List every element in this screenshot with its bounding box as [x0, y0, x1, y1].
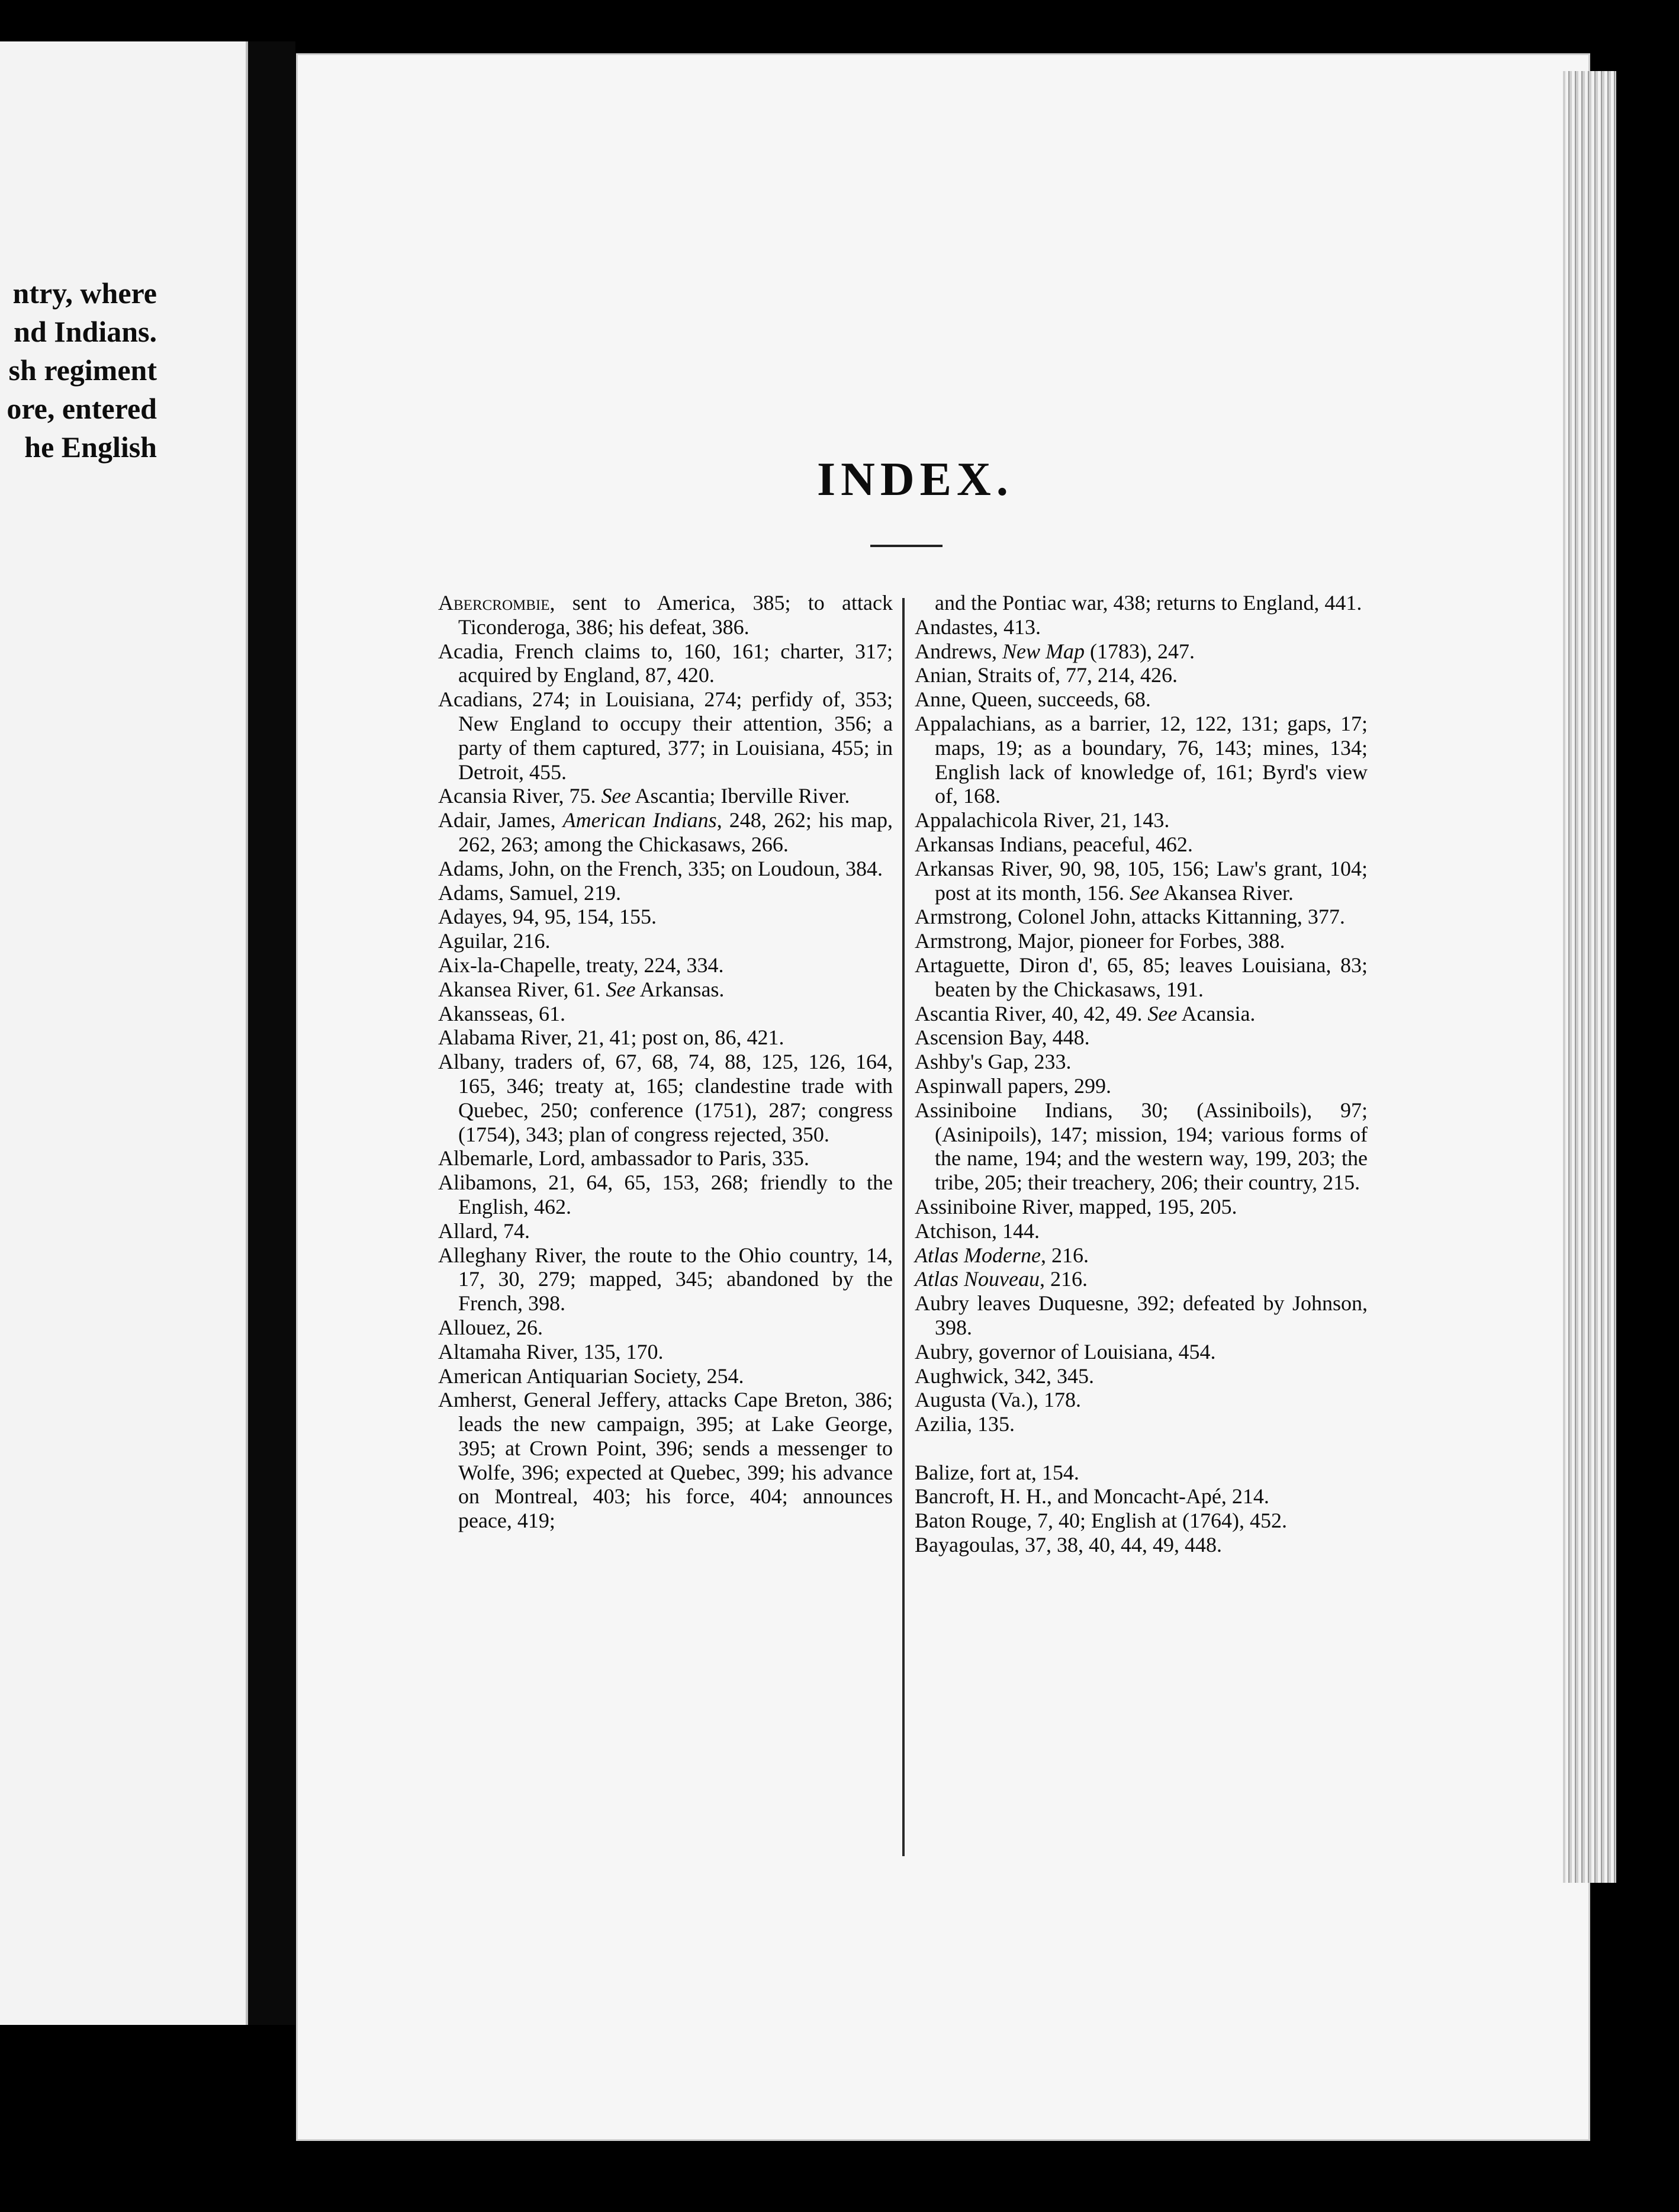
see-reference: See — [1147, 1001, 1178, 1025]
index-entry — [915, 808, 1368, 832]
entry-text: Albany, traders of, 67, 68, 74, 88, 125, 126, 164, 165, 346; treaty at, 165; clandestine trade with Quebec, 250; conference (1751), 287; congress (1754), 343; plan of congress rejected, 350. — [438, 1050, 893, 1146]
entry-text: , 216. — [1039, 1267, 1088, 1291]
index-entry — [915, 1098, 1368, 1195]
index-entry — [915, 639, 1368, 664]
index-entry — [438, 1146, 893, 1171]
entry-text: Bancroft, H. H., and Moncacht-Apé, 214. — [915, 1484, 1269, 1509]
entry-text: Alibamons, 21, 64, 65, 153, 268; friendly to the English, 462. — [438, 1171, 893, 1218]
page-edges — [1563, 71, 1616, 1883]
entry-heading: Abercrombie — [438, 591, 550, 615]
book-gutter — [248, 41, 295, 2025]
facing-page — [0, 41, 248, 2025]
entry-text: Arkansas. — [635, 977, 725, 1001]
index-entry — [915, 1412, 1368, 1436]
index-entry — [915, 615, 1368, 639]
entry-text: Alabama River, 21, 41; post on, 86, 421. — [438, 1025, 784, 1050]
entry-text: Acadia, French claims to, 160, 161; charter, 317; acquired by England, 87, 420. — [438, 639, 893, 687]
entry-text: Adams, Samuel, 219. — [438, 880, 621, 905]
index-entry — [438, 978, 893, 1002]
entry-text: Artaguette, Diron d', 65, 85; leaves Louisiana, 83; beaten by the Chickasaws, 191. — [915, 953, 1368, 1001]
index-entry — [915, 1461, 1368, 1485]
entry-text: Appalachicola River, 21, 143. — [915, 808, 1170, 832]
facing-page-line: nd Indians. — [14, 315, 157, 348]
index-column-left — [438, 591, 893, 1533]
index-entry — [438, 1219, 893, 1243]
entry-text: Allard, 74. — [438, 1218, 530, 1243]
entry-text: Aix-la-Chapelle, treaty, 224, 334. — [438, 953, 724, 977]
index-entry — [915, 1364, 1368, 1388]
entry-text: Ascantia; Iberville River. — [631, 784, 850, 808]
index-entry — [438, 687, 893, 784]
index-entry — [438, 591, 893, 639]
entry-text: Aubry, governor of Louisiana, 454. — [915, 1339, 1216, 1364]
index-entry — [915, 1219, 1368, 1243]
page-title: INDEX. — [817, 454, 1014, 506]
entry-text: Altamaha River, 135, 170. — [438, 1339, 664, 1364]
index-entry — [915, 1243, 1368, 1268]
entry-text: Aspinwall papers, 299. — [915, 1073, 1111, 1098]
entry-text: Augusta (Va.), 178. — [915, 1388, 1081, 1412]
entry-text: Atchison, 144. — [915, 1218, 1040, 1243]
index-entry — [915, 663, 1368, 687]
index-entry — [915, 1388, 1368, 1412]
entry-text: Adayes, 94, 95, 154, 155. — [438, 905, 657, 929]
see-reference: See — [601, 784, 631, 808]
index-entry — [438, 1364, 893, 1388]
index-entry — [915, 591, 1368, 615]
entry-text: Aughwick, 342, 345. — [915, 1364, 1094, 1388]
entry-text: , 216. — [1040, 1243, 1089, 1267]
index-entry — [438, 1340, 893, 1364]
facing-page-line: ore, entered — [7, 392, 157, 425]
entry-text: Adair, James, — [438, 808, 563, 832]
entry-text: Albemarle, Lord, ambassador to Paris, 335. — [438, 1146, 809, 1171]
index-entry — [915, 1533, 1368, 1557]
index-entry — [438, 1243, 893, 1316]
facing-page-line: he English — [24, 430, 157, 464]
index-entry — [438, 639, 893, 688]
index-entry — [438, 1171, 893, 1219]
index-entry — [438, 784, 893, 808]
index-entry — [438, 1002, 893, 1026]
index-entry — [438, 1316, 893, 1340]
entry-text: Bayagoulas, 37, 38, 40, 44, 49, 448. — [915, 1533, 1222, 1557]
entry-text: , sent to America, 385; to attack Ticonderoga, 386; his defeat, 386. — [458, 591, 893, 639]
index-entry — [915, 1509, 1368, 1533]
entry-text: Akansea River. — [1159, 880, 1294, 905]
entry-text: Andrews, — [915, 639, 1002, 663]
entry-text: Acadians, 274; in Louisiana, 274; perfidy of, 353; New England to occupy their attention, 356; a party of them captured, 377; in Louisiana, 455; in Detroit, 455. — [438, 687, 893, 784]
entry-text: Appalachians, as a barrier, 12, 122, 131; gaps, 17; maps, 19; as a boundary, 76, 143; mines, 134; English lack of knowledge of, 161; Byrd's view of, 168. — [915, 711, 1368, 808]
entry-text: Aguilar, 216. — [438, 929, 551, 953]
entry-text: Amherst, General Jeffery, attacks Cape Breton, 386; leads the new campaign, 395; at Lake George, 395; at Crown Point, 396; sends a messenger to Wolfe, 396; expected at Quebec, 399; his advance on Montreal, 403; his force, 404; announces peace, 419; — [438, 1388, 893, 1533]
entry-text: Akansea River, 61. — [438, 977, 606, 1001]
index-entry — [438, 808, 893, 857]
entry-text: , 248, 262; his map, 262, 263; among the Chickasaws, 266. — [458, 808, 893, 856]
facing-page-line: ntry, where — [12, 276, 157, 310]
entry-text: Acansia River, 75. — [438, 784, 602, 808]
entry-text: American Antiquarian Society, 254. — [438, 1364, 744, 1388]
entry-text: Andastes, 413. — [915, 615, 1041, 639]
entry-text: (1783), 247. — [1084, 639, 1195, 663]
entry-text: Akansseas, 61. — [438, 1001, 565, 1025]
entry-text: Armstrong, Major, pioneer for Forbes, 388. — [915, 929, 1285, 953]
index-entry — [915, 905, 1368, 929]
index-entry — [438, 1025, 893, 1050]
index-entry — [915, 1002, 1368, 1026]
index-column-right — [915, 591, 1368, 1557]
entry-text: Ascension Bay, 448. — [915, 1025, 1090, 1050]
entry-text: Aubry leaves Duquesne, 392; defeated by Johnson, 398. — [915, 1291, 1368, 1339]
see-reference: See — [606, 977, 636, 1001]
entry-title: American Indians — [562, 808, 717, 832]
entry-text: Anian, Straits of, 77, 214, 426. — [915, 663, 1178, 687]
index-entry — [438, 905, 893, 929]
index-entry — [915, 1340, 1368, 1364]
index-entry — [915, 953, 1368, 1002]
index-entry — [915, 1267, 1368, 1291]
entry-text: Adams, John, on the French, 335; on Loudoun, 384. — [438, 856, 883, 880]
index-entry — [915, 1050, 1368, 1074]
index-entry — [915, 712, 1368, 808]
entry-text: Ashby's Gap, 233. — [915, 1050, 1072, 1074]
index-entry — [438, 1050, 893, 1146]
index-entry — [915, 687, 1368, 712]
index-entry — [915, 832, 1368, 857]
index-entry — [915, 1074, 1368, 1098]
entry-text: Baton Rouge, 7, 40; English at (1764), 452. — [915, 1509, 1287, 1533]
entry-text: Alleghany River, the route to the Ohio country, 14, 17, 30, 279; mapped, 345; abandoned by the French, 398. — [438, 1243, 893, 1316]
entry-text: Ascantia River, 40, 42, 49. — [915, 1001, 1148, 1025]
index-entry — [438, 929, 893, 953]
entry-text: Azilia, 135. — [915, 1412, 1015, 1436]
see-reference: See — [1130, 880, 1159, 905]
entry-text: Allouez, 26. — [438, 1315, 543, 1339]
index-entry — [915, 1025, 1368, 1050]
index-entry — [915, 1291, 1368, 1340]
entry-text: and the Pontiac war, 438; returns to England, 441. — [935, 591, 1362, 615]
index-entry — [438, 1388, 893, 1533]
entry-text: Arkansas Indians, peaceful, 462. — [915, 832, 1193, 856]
index-entry — [438, 953, 893, 978]
index-entry — [438, 857, 893, 881]
entry-title: Atlas Nouveau — [915, 1267, 1040, 1291]
entry-text: Arkansas River, 90, 98, 105, 156; Law's grant, 104; post at its month, 156. — [915, 856, 1368, 905]
facing-page-line: sh regiment — [8, 353, 157, 387]
entry-text: Acansia. — [1177, 1001, 1256, 1025]
entry-text: Assiniboine Indians, 30; (Assiniboils), 97; (Asinipoils), 147; mission, 194; various forms of the name, 194; and the western way, 199, 203; the tribe, 205; their treachery, 206; their country, 215. — [915, 1098, 1368, 1195]
column-divider — [902, 598, 905, 1856]
entry-text: Balize, fort at, 154. — [915, 1460, 1079, 1484]
index-entry — [915, 1195, 1368, 1219]
index-entry — [915, 1484, 1368, 1509]
entry-text: Anne, Queen, succeeds, 68. — [915, 687, 1151, 712]
title-rule — [870, 545, 943, 547]
entry-text: Armstrong, Colonel John, attacks Kittanning, 377. — [915, 905, 1345, 929]
entry-title: New Map — [1002, 639, 1085, 663]
index-entry — [915, 929, 1368, 953]
entry-title: Atlas Moderne — [915, 1243, 1041, 1267]
index-entry — [438, 881, 893, 905]
index-entry — [915, 857, 1368, 905]
entry-text: Assiniboine River, mapped, 195, 205. — [915, 1194, 1237, 1218]
